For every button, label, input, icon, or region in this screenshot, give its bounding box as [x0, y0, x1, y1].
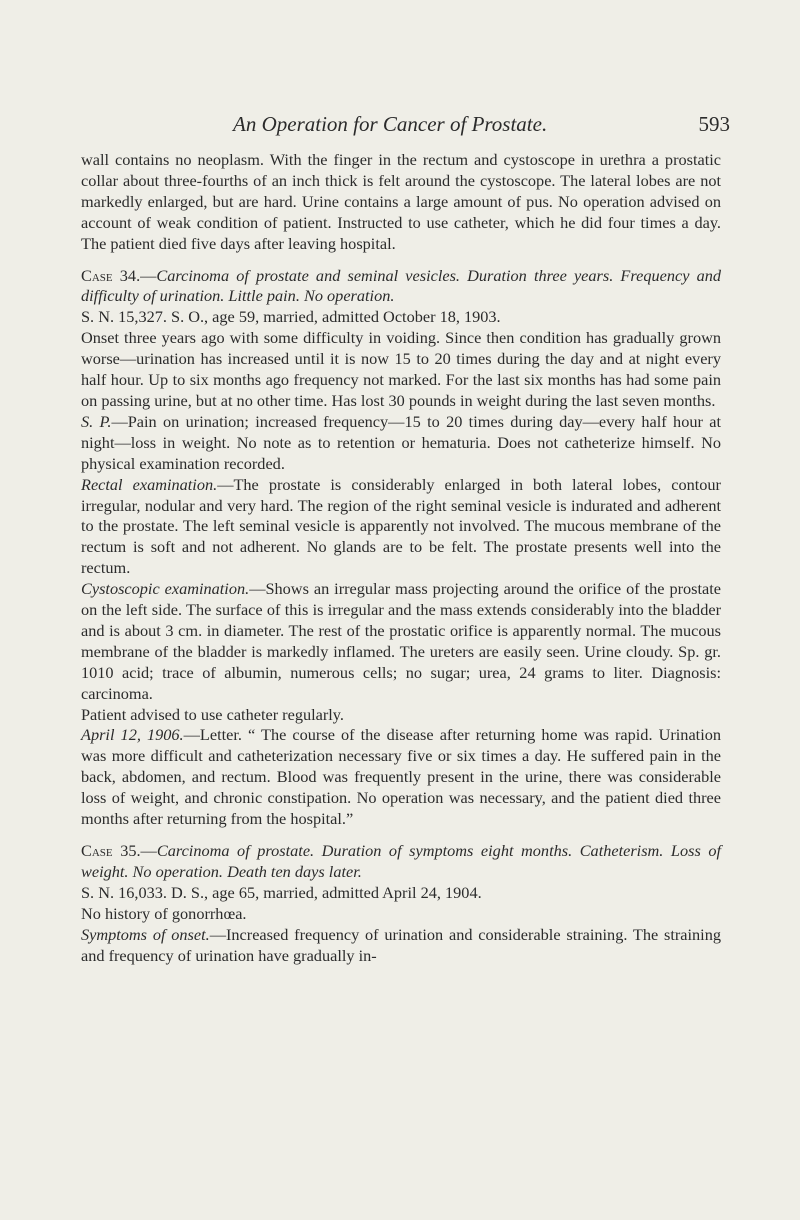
- case-label: Case: [81, 265, 113, 285]
- rectal-label: Rectal examination.: [81, 474, 218, 494]
- case-number: 35.—: [112, 841, 157, 860]
- body-text: [81, 150, 721, 966]
- case-34-sp: [81, 412, 721, 475]
- case-title: Carcinoma of prostate and seminal vesicles. Duration three years. Frequency and difficulty of urination. Little pain. No operation.: [81, 265, 722, 306]
- case-34-letter: [81, 725, 721, 830]
- letter-text: —Letter. “ The course of the disease after returning home was rapid. Urination was more difficult and catheterization necessary five or six times a day. He suffered pain in the back, abdomen, and rectum. Blood was frequently present in the urine, there was considerable loss of weight, and chronic constipation. No operation was necessary, and the patient died three months after returning from the hospital.”: [81, 725, 721, 829]
- letter-date: April 12, 1906.: [81, 725, 184, 745]
- case-35-onset: [81, 925, 721, 967]
- case-34-rectal: [81, 475, 721, 580]
- page-number: 593: [698, 112, 730, 136]
- running-header: [81, 88, 730, 136]
- case-number: 34.—: [112, 265, 157, 285]
- case-34-heading: [81, 266, 721, 308]
- case-35-heading: [81, 841, 721, 883]
- running-title: An Operation for Cancer of Prostate.: [233, 112, 548, 136]
- sp-label: S. P.: [81, 411, 112, 431]
- case-34-advice: Patient advised to use catheter regularly.: [81, 704, 344, 724]
- paragraph-continuation: wall contains no neoplasm. With the finger in the rectum and cystoscope in urethra a prostatic collar about three-fourths of an inch thick is felt around the cystoscope. The lateral lobes are not markedly enlarged, but are hard. Urine contains a large amount of pus. No operation advised on account of weak condition of patient. Instructed to use catheter, which he did four times a day. The patient died five days after leaving hospital.: [81, 150, 721, 253]
- sp-text: —Pain on urination; increased frequency—15 to 20 times during day—every half hour at night—loss in weight. No note as to retention or hematuria. Does not catheterize himself. No physical examination recorded.: [81, 411, 721, 473]
- case-35-history: No history of gonorrhœa.: [81, 903, 247, 923]
- case-34-admission: S. N. 15,327. S. O., age 59, married, admitted October 18, 1903.: [81, 307, 501, 327]
- rectal-text: —The prostate is considerably enlarged in both lateral lobes, contour irregular, nodular and very hard. The region of the right seminal vesicle is indurated and adherent to the prostate. The left seminal vesicle is apparently not involved. The mucous membrane of the rectum is soft and not adherent. No glands are to be felt. The prostate presents well into the rectum.: [81, 474, 721, 578]
- cystoscopic-label: Cystoscopic examination.: [81, 579, 250, 599]
- cystoscopic-text: —Shows an irregular mass projecting around the orifice of the prostate on the left side. The surface of this is irregular and the mass extends considerably into the bladder and is about 3 cm. in diameter. The rest of the prostatic orifice is apparently normal. The mucous membrane of the bladder is markedly inflamed. The ureters are easily seen. Urine cloudy. Sp. gr. 1010 acid; trace of albumin, numerous cells; no sugar; urea, 24 grams to liter. Diagnosis: carcinoma.: [81, 579, 721, 703]
- onset-label: Symptoms of onset.: [81, 924, 210, 944]
- case-label: Case: [81, 841, 113, 860]
- onset-text: —Increased frequency of urination and considerable straining. The straining and frequency of urination have gradually in-: [81, 924, 721, 965]
- case-34-cystoscopic: [81, 579, 721, 704]
- case-title: Carcinoma of prostate. Duration of symptoms eight months. Catheterism. Loss of weight. No operation. Death ten days later.: [81, 841, 722, 881]
- case-34-onset: Onset three years ago with some difficulty in voiding. Since then condition has gradually grown worse—urination has increased until it is now 15 to 20 times during the day and at night every half hour. Up to six months ago frequency not marked. For the last six months has had some pain on passing urine, but at no other time. Has lost 30 pounds in weight during the last seven months.: [81, 328, 721, 410]
- case-35-admission: S. N. 16,033. D. S., age 65, married, admitted April 24, 1904.: [81, 882, 482, 902]
